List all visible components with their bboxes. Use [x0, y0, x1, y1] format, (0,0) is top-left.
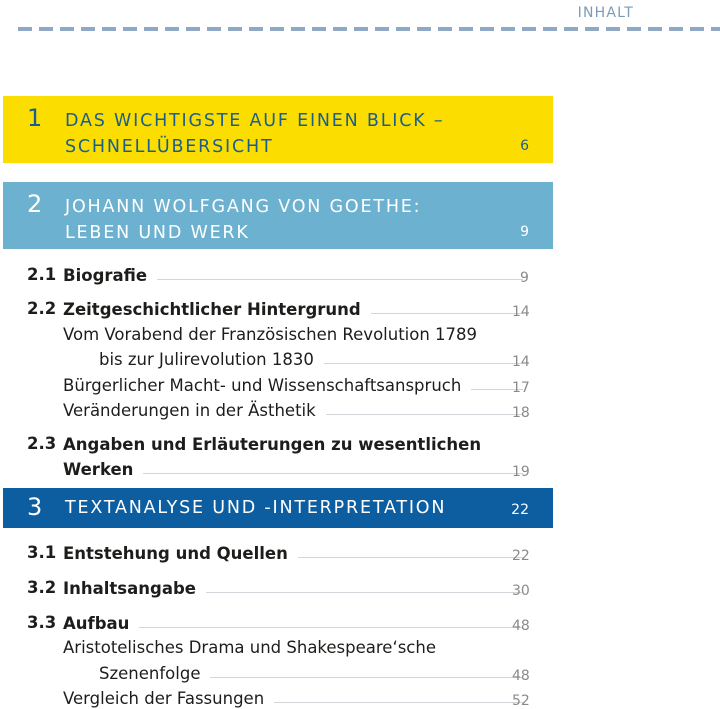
- chapter-title: [65, 194, 421, 246]
- entry-page-number: 48: [512, 668, 530, 684]
- dot-leader: [298, 557, 523, 558]
- entry-page-number: 22: [512, 548, 530, 564]
- dot-leader: [326, 414, 523, 415]
- dashed-divider: [18, 27, 720, 31]
- entry-title: Aufbau: [63, 614, 130, 633]
- toc-subentry-vorabend[interactable]: [99, 346, 533, 370]
- toc-entry-2-3-line-1: [27, 431, 533, 455]
- entry-page-number: 19: [512, 464, 530, 480]
- entry-title-continued: Szenenfolge: [99, 664, 201, 683]
- toc-subentry-buergerlicher[interactable]: [63, 372, 533, 396]
- chapter-1-banner[interactable]: [3, 96, 553, 163]
- toc-subentry-vergleich[interactable]: [63, 685, 533, 709]
- entry-title-continued: bis zur Julirevolution 1830: [99, 350, 314, 369]
- section-number: 2.1: [27, 265, 57, 284]
- toc-entry-2-2[interactable]: [27, 296, 533, 320]
- section-label: INHALT: [577, 5, 634, 21]
- chapter-title: [65, 108, 444, 160]
- toc-subentry-line-1: [63, 634, 533, 658]
- dot-leader: [139, 627, 523, 628]
- toc-entry-3-1[interactable]: [27, 540, 533, 564]
- entry-page-number: 14: [512, 354, 530, 370]
- toc-subentry-aristotelisches[interactable]: [99, 660, 533, 684]
- section-number: 2.2: [27, 299, 57, 318]
- entry-title: Inhaltsangabe: [63, 579, 196, 598]
- chapter-number: 1: [27, 104, 43, 132]
- dot-leader: [324, 363, 523, 364]
- entry-page-number: 14: [512, 304, 530, 320]
- dot-leader: [274, 702, 523, 703]
- chapter-page-number: 9: [520, 224, 529, 240]
- entry-title: Veränderungen in der Ästhetik: [63, 401, 316, 420]
- entry-title: Vergleich der Fassungen: [63, 689, 265, 708]
- chapter-number: 3: [27, 493, 43, 521]
- entry-title: Aristotelisches Drama und Shakespeare‘sche: [63, 638, 436, 657]
- chapter-3-banner[interactable]: [3, 488, 553, 528]
- entry-title: Biografie: [63, 266, 148, 285]
- dot-leader: [371, 313, 523, 314]
- entry-title-continued: Werken: [63, 460, 134, 479]
- toc-entry-2-1[interactable]: [27, 262, 533, 286]
- section-number: 2.3: [27, 434, 57, 453]
- chapter-title-line: SCHNELLÜBERSICHT: [65, 137, 274, 157]
- chapter-page-number: 22: [511, 502, 529, 518]
- entry-title: Bürgerlicher Macht- und Wissenschaftsanspruch: [63, 376, 462, 395]
- chapter-title-line: JOHANN WOLFGANG VON GOETHE:: [65, 197, 422, 217]
- chapter-2-banner[interactable]: [3, 182, 553, 249]
- chapter-page-number: 6: [520, 138, 529, 154]
- section-number: 3.1: [27, 543, 57, 562]
- dot-leader: [143, 473, 523, 474]
- entry-title: Zeitgeschichtlicher Hintergrund: [63, 300, 361, 319]
- entry-page-number: 52: [512, 693, 530, 709]
- toc-subentry-veraenderungen[interactable]: [63, 397, 533, 421]
- toc-entry-3-3[interactable]: [27, 610, 533, 634]
- chapter-number: 2: [27, 190, 43, 218]
- entry-title: Entstehung und Quellen: [63, 544, 288, 563]
- toc-entry-2-3[interactable]: [63, 456, 533, 480]
- dot-leader: [157, 279, 523, 280]
- entry-page-number: 48: [512, 618, 530, 634]
- entry-page-number: 9: [520, 270, 529, 286]
- section-number: 3.3: [27, 613, 57, 632]
- section-number: 3.2: [27, 578, 57, 597]
- chapter-title: TEXTANALYSE UND -INTERPRETATION: [65, 498, 447, 518]
- entry-title: Angaben und Erläuterungen zu wesentlichen: [63, 435, 482, 454]
- toc-entry-3-2[interactable]: [27, 575, 533, 599]
- chapter-title-line: LEBEN UND WERK: [65, 223, 250, 243]
- dot-leader: [210, 677, 523, 678]
- dot-leader: [206, 592, 523, 593]
- entry-page-number: 30: [512, 583, 530, 599]
- entry-page-number: 18: [512, 405, 530, 421]
- toc-subentry-line-1: [63, 321, 533, 345]
- entry-page-number: 17: [512, 380, 530, 396]
- entry-title: Vom Vorabend der Französischen Revolution 1789: [63, 325, 478, 344]
- chapter-title-line: DAS WICHTIGSTE AUF EINEN BLICK –: [65, 111, 445, 131]
